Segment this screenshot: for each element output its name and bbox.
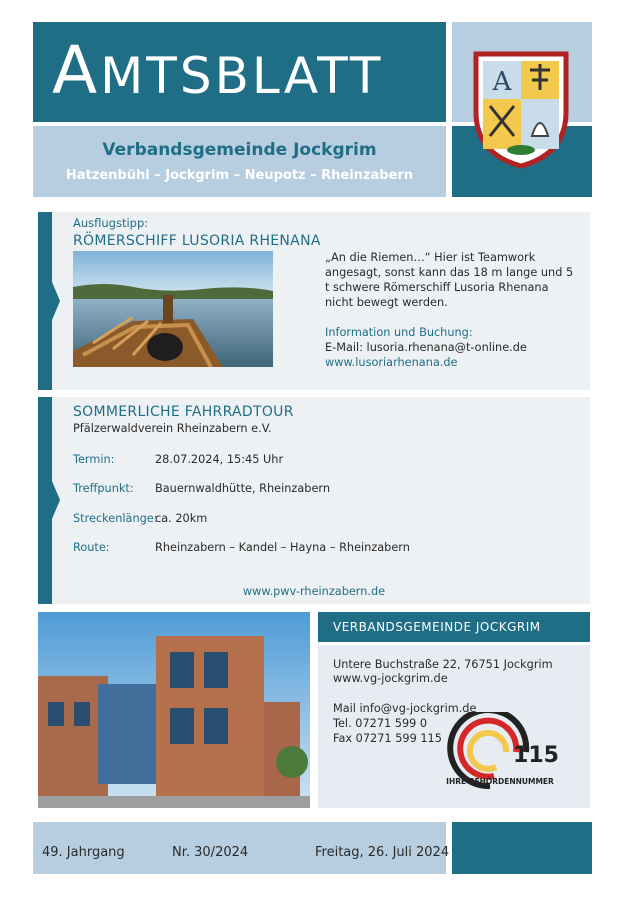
row-label: Treffpunkt: <box>73 482 134 495</box>
contact-header-title: VERBANDSGEMEINDE JOCKGRIM <box>333 620 541 634</box>
info-label: Information und Buchung: <box>325 326 473 339</box>
ship-description: „An die Riemen…“ Hier ist Teamwork angesagt, sonst kann das 18 m lange und 5 t schwere Römerschiff Lusoria Rhenana nicht bewegt werden. <box>325 251 574 309</box>
town-hall-photo <box>38 612 310 808</box>
header-subtitle-panel <box>33 126 446 197</box>
row-value: Rheinzabern – Kandel – Hayna – Rheinzabern <box>155 541 410 554</box>
section-kicker: Ausflugstipp: <box>73 216 149 230</box>
roman-ship-photo <box>73 251 273 367</box>
section-arrow-icon <box>38 212 60 390</box>
row-label: Termin: <box>73 453 115 466</box>
contact-fax: Fax 07271 599 115 <box>333 732 442 745</box>
masthead-title <box>52 32 383 109</box>
ship-website-link[interactable]: www.lusoriarhenana.de <box>325 356 458 369</box>
section-title: SOMMERLICHE FAHRRADTOUR <box>73 404 294 420</box>
row-label: Streckenlänge: <box>73 512 158 525</box>
booking-email[interactable]: E-Mail: lusoria.rhenana@t-online.de <box>325 341 527 354</box>
row-value: 28.07.2024, 15:45 Uhr <box>155 453 284 466</box>
section-arrow-icon <box>38 397 60 604</box>
coat-of-arms-icon <box>472 50 570 170</box>
row-label: Route: <box>73 541 110 554</box>
tour-organizer: Pfälzerwaldverein Rheinzabern e.V. <box>73 422 272 435</box>
row-value: Bauernwaldhütte, Rheinzabern <box>155 482 331 495</box>
header-towns: Hatzenbühl – Jockgrim – Neupotz – Rheinzabern <box>65 168 414 183</box>
contact-address: Untere Buchstraße 22, 76751 Jockgrim <box>333 658 553 671</box>
badge-number: 115 <box>513 743 559 768</box>
masthead-rest: MTSBLATT <box>100 47 384 105</box>
footer-issue: Nr. 30/2024 <box>172 845 249 860</box>
vg-website-link[interactable]: www.vg-jockgrim.de <box>333 672 448 685</box>
header-org-name: Verbandsgemeinde Jockgrim <box>102 140 377 160</box>
section-title: RÖMERSCHIFF LUSORIA RHENANA <box>73 233 321 249</box>
authority-number-badge <box>430 712 570 790</box>
contact-mail[interactable]: Mail info@vg-jockgrim.de <box>333 702 477 715</box>
svg-text:A: A <box>492 67 512 97</box>
footer-accent <box>452 822 592 874</box>
badge-caption: IHRE BEHÖRDENNUMMER <box>446 777 554 786</box>
row-value: ca. 20km <box>155 512 208 525</box>
footer-volume: 49. Jahrgang <box>42 845 125 860</box>
contact-tel: Tel. 07271 599 0 <box>333 717 428 730</box>
pwv-website-link[interactable]: www.pwv-rheinzabern.de <box>242 585 386 598</box>
masthead-initial: A <box>52 32 101 109</box>
footer-date: Freitag, 26. Juli 2024 <box>315 845 450 860</box>
